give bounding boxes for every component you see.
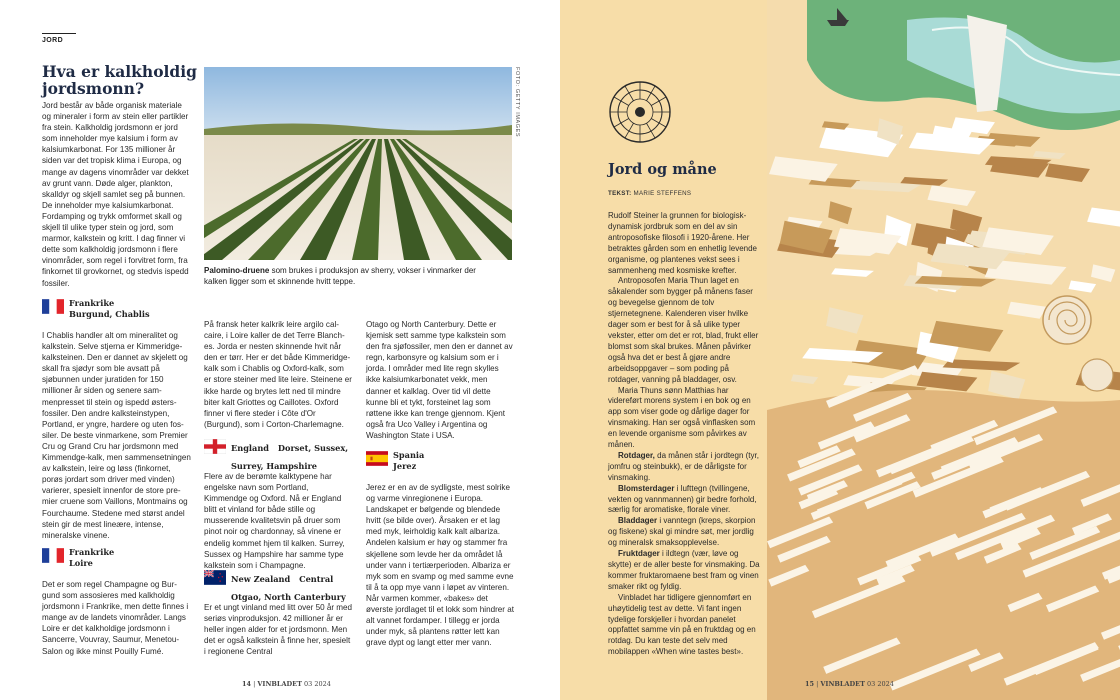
- photo-credit: FOTO: GETTY IMAGES: [514, 67, 520, 138]
- zodiac-divider: [651, 97, 666, 106]
- zodiac-divider: [647, 123, 656, 138]
- rotdager-text: da månen står i jordtegn (tyr, jomfru og steinbukk), er de dårligste for vinsmaking.: [608, 450, 759, 482]
- chablis-text: [42, 330, 192, 541]
- new-zealand-text: [204, 602, 352, 657]
- sidebar-blomsterdager: [608, 484, 760, 517]
- blomsterdager-text: i lufttegn (tvillingene, vekten og vannmannen) gir bedre forhold, særlig for aromatiske, florale viner.: [608, 483, 757, 515]
- zodiac-divider: [625, 123, 634, 138]
- photo-caption: [204, 265, 494, 287]
- loire-paragraph: Det er som regel Champagne og Burgund som assosieres med kalkholdig jordsmonn i Frankrike, men dette finnes i mange av de landets vinområder. Langs Loire er det kalkholdige jordsmonn i Sancerre, Vouvray, Saumur, Menetou-Salon og ikke minst Pouilly Fumé.: [42, 580, 189, 656]
- region-name: Frankrike: [69, 547, 115, 557]
- region-name: New Zealand: [231, 574, 291, 584]
- soil-layers-illustration: [767, 0, 1120, 700]
- england-flag-icon: [204, 439, 226, 454]
- zodiac-wheel-icon: [608, 80, 672, 144]
- region-name: Frankrike: [69, 298, 115, 308]
- sidebar-p2: Antroposofen Maria Thun laget en såkalender som bygger på månens faser og bevegelse gjennom de tolv stjernetegnene. Kalenderen viser hvilke dager som er best for å så ulike typer vekster, etter om det er rot, blad, frukt eller blomst som skal brukes. Månen påvirker også hva det er best å gjøre andre arbeidsoppgaver – som poding på rotdager, vanning på bladdager, osv.: [608, 276, 759, 384]
- bladdager-text: i vanntegn (kreps, skorpion og fiskene) skal gi mindre søt, mer jordlig og mineralsk smaksopplevelse.: [608, 516, 756, 548]
- sidebar-body: [608, 211, 760, 658]
- new-zealand-cont-paragraph: Otago og North Canterbury. Dette er kjemisk sett samme type kalkstein som den fra sjøfossiler, men den er dannet av regn, karbonsyre og kalsium som er i jorda. I områder med lite regn skylles ikke kalsiumkarbonatet vekk, men danner et kalklag. Over tid vil dette kunne bli et tykt, forsteinet lag som røttene ikke kan trenge gjennom. Kjent også fra Uco Valley i Argentina og Washington State i USA.: [366, 320, 513, 440]
- intro-text: Jord består av både organisk materiale og mineraler i form av stein eller partikler fra stein. Kalkholdig jordsmonn er jord som inneholder mye kalsium i form av kalsiumkarbonat. For 135 millioner år siden var det tropisk klima i Europa, og mange av dagens vinområder var dekket av grunt vann. Døde alger, plankton, skalldyr og skjell samlet seg på bunnen. De inneholder mye kalsiumkarbonat. Fordamping og trykk omformet skall og skjell til ulike typer stein og jord, som marmor, kalkstein og kritt. I dag finner vi dette som kalkholdig jordsmonn i flere vinområder, som regel i forvitret form, fra finkornet til grovkornet, og stedvis ispedd fossiler.: [42, 101, 189, 288]
- new-zealand-paragraph: Er et ungt vinland med litt over 50 år med seriøs vinproduksjon. 42 millioner år er heller ingen alder for et jordsmonn. Men det er også kalkstein å finne her, spesielt i regionene Central: [204, 603, 353, 657]
- fruktdager-text: i ildtegn (vær, løve og skytte) er de aller beste for vinsmaking. Da kommer fruktaromaene best fram og vinen smaker rikt og fyldig.: [608, 549, 760, 591]
- spain-paragraph: Jerez er en av de sydligste, mest solrike og varme vinregionene i Europa. Landskapet er bølgende og blendede hvitt (se bilde over). Årsaken er et lag med myk, leirholdig kalk kalt albariza. Andelen kalsium er høy og stammer fra skjellene som levde her da området lå under vann i tertiærperioden. Albariza er myk som en svamp og med samme evne til å ta opp mye vann i løpet av vinteren. Når varmen kommer, «bakes» det øverste jordlaget til et lokk som hindrer at alt vannet fordamper. I tillegg er jorda under myk, så plantens røtter lett kan grave dypt og langt etter mer vann.: [366, 483, 514, 648]
- zodiac-divider: [614, 119, 629, 128]
- region-sub: Loire: [69, 557, 93, 568]
- folio-left: 14 | VINBLADET 03 2024: [242, 680, 331, 688]
- region-name: Spania: [393, 450, 425, 460]
- issue: 03 2024: [304, 680, 331, 688]
- loire-cont-paragraph: På fransk heter kalkrik leire argilo calcaire, i Loire kaller de det Terre Blanches. Jorda er nesten skinnende hvit når den er tørr. Her er det både Kimmeridgekalk som i Chablis og Oxford-kalk, som er store steiner med lite leire. Steinene er ikke harde og brytes lett ned til mindre biter kalt Griottes og Caillotes. Oxford finner vi flere steder i Côte d'Or (Burgund), som i Corton-Charlemagne.: [204, 320, 353, 429]
- region-spain: [366, 450, 424, 471]
- new-zealand-continued: [366, 319, 514, 441]
- region-loire: [42, 547, 114, 568]
- issue: 03 2024: [867, 680, 894, 688]
- fruktdager-label: Fruktdager: [618, 549, 660, 559]
- zodiac-divider: [625, 86, 634, 101]
- page-number: 14: [242, 680, 252, 688]
- new-zealand-flag-icon: [204, 570, 226, 585]
- chablis-paragraph: I Chablis handler alt om mineralitet og kalkstein. Selve stjerna er Kimmeridge-kalksteinen. Den er dannet av skjelett og skall fra sjødyr som ble avsatt på sjøbunnen under juratiden for 150 millioner år siden og senere sammenpresset til stein og ispedd østersfossiler. Den andre kalksteinstypen, Portland, er yngre, hardere og uten fossiler. De beste vinmarkene, som Premier Cru og Grand Cru har jordsmonn med Kimmendge-kalk, men sammensetningen av kalkstein, leire og løss (finkornet, porøs jordart som driver med vinden) varierer, spesielt innenfor de store premier cruene som Vaillons, Montmains og Fourchaume. Stedene med størst andel stein gir de mest lineære, intense, mineralske vinene.: [42, 331, 191, 540]
- magazine-name: VINBLADET: [257, 680, 302, 688]
- vineyard-photo: [204, 67, 512, 260]
- intro-paragraph: [42, 100, 192, 289]
- bladdager-label: Bladdager: [618, 516, 658, 526]
- england-text: [204, 471, 352, 571]
- folio-right: 15 | VINBLADET 03 2024: [805, 680, 894, 688]
- byline: [608, 190, 691, 197]
- rotdager-label: Rotdager,: [618, 450, 655, 460]
- sidebar-rotdager: [608, 451, 760, 484]
- region-sub: Burgund, Chablis: [69, 308, 150, 319]
- byline-name: MARIE STEFFENS: [633, 190, 692, 197]
- blomsterdager-label: Blomsterdager: [618, 483, 675, 493]
- page-number: 15: [805, 680, 815, 688]
- byline-label: TEKST:: [608, 190, 632, 197]
- loire-continued: [204, 319, 352, 430]
- section-rule: [42, 33, 76, 34]
- region-new-zealand: [204, 569, 354, 605]
- sidebar-p1: Rudolf Steiner la grunnen for biologisk-dynamisk jordbruk som en del av sin antroposofiske filosofi i 1920-årene. Her betraktes gården som en enhetlig levende organisme, og plantenes vekst sees i sammenheng med kosmiske krefter.: [608, 211, 757, 275]
- vineyard-image: [204, 67, 512, 260]
- region-sub: Central Otgao, North Canterbury: [231, 574, 346, 602]
- france-flag-icon: [42, 548, 64, 563]
- sidebar-p3: Maria Thuns sønn Matthias har videreført morens system i en bok og en app som viser gode og dårlige dager for vinsmaking. Han ser også vinflasken som en levende organisme som påvirkes av månen.: [608, 385, 756, 450]
- region-name: England: [231, 443, 270, 453]
- region-england: [204, 438, 354, 474]
- zodiac-divider: [614, 97, 629, 106]
- region-sub: Jerez: [393, 460, 417, 471]
- france-flag-icon: [42, 299, 64, 314]
- sidebar-p4: Vinbladet har tidligere gjennomført en uhøytidelig test av dette. Vi fant ingen tydelige forskjeller i hvordan panelet oppfattet samme vin på en fruktdag og en rotdag. Du kan teste det selv med mobilappen «When wine tastes best».: [608, 592, 756, 657]
- zodiac-divider: [651, 119, 666, 128]
- england-paragraph: Flere av de berømte kalktypene har engelske navn som Portland, Kimmendge og Oxford. Nå er England blitt et vinland for både stille og musserende kvalitetsvin på druer som pinot noir og chardonnay, så vinene er endelig kommet hjem til kalken. Surrey, Sussex og Hampshire har samme type kalkstein som i Champagne.: [204, 472, 345, 570]
- caption-bold: Palomino-druene: [204, 266, 270, 275]
- sidebar-bladdager: [608, 516, 760, 549]
- region-sub: Dorset, Sussex, Surrey, Hampshire: [231, 443, 349, 471]
- spain-text: [366, 482, 514, 648]
- sidebar-fruktdager: [608, 549, 760, 593]
- magazine-name: VINBLADET: [820, 680, 865, 688]
- sidebar-title: Jord og måne: [608, 161, 717, 178]
- region-chablis: [42, 298, 150, 319]
- caption-text: som brukes i produksjon av sherry, vokser i vinmarker der kalken ligger som et skinnende hvitt teppe.: [204, 266, 476, 286]
- article-title: Hva er kalkholdig jordsmonn?: [42, 62, 197, 98]
- zodiac-divider: [647, 86, 656, 101]
- loire-text: [42, 579, 192, 657]
- spain-flag-icon: [366, 451, 388, 466]
- section-label: JORD: [42, 37, 64, 44]
